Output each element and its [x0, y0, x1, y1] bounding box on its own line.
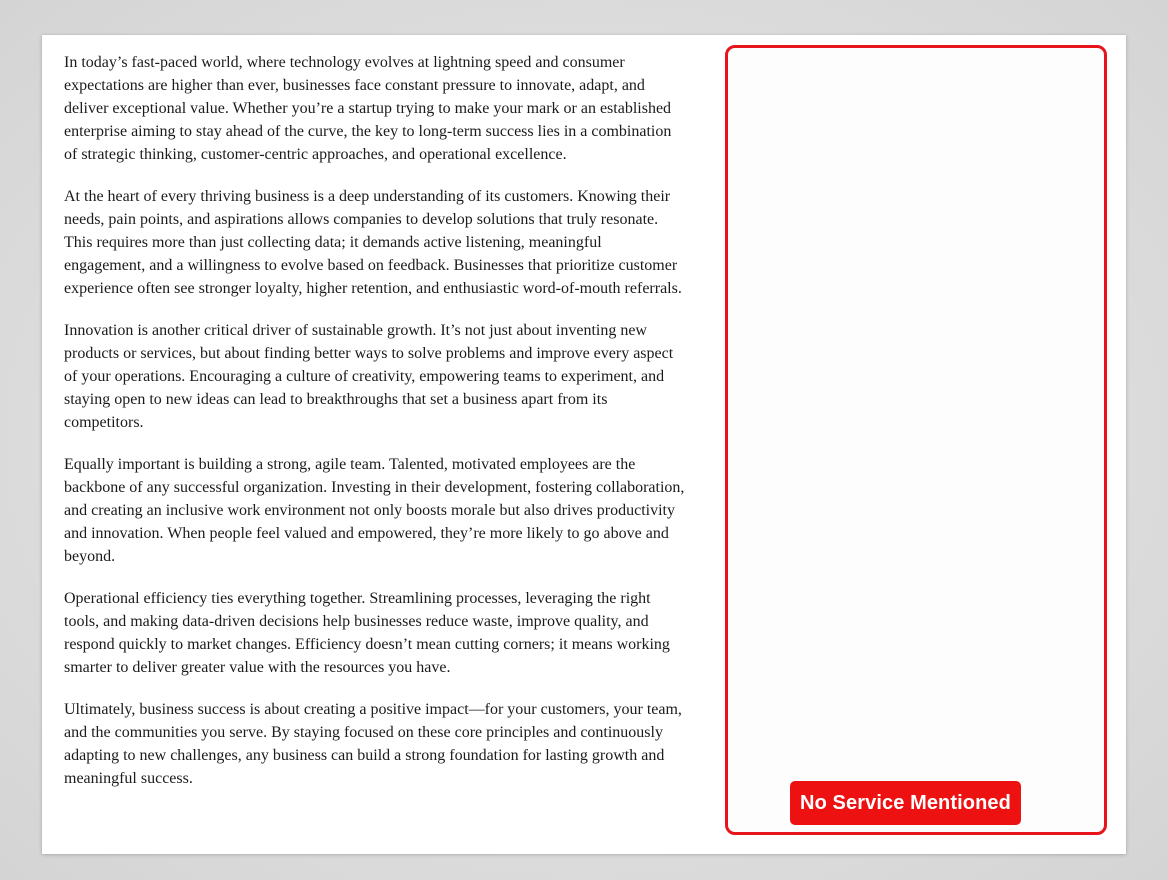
article-paragraph: Ultimately, business success is about creating a positive impact—for your customers, your team, and the communities you serve. By staying focused on these core principles and continuously adapting to new challenges, any business can build a strong foundation for lasting growth and meaningful success.: [64, 701, 682, 787]
document-sheet: [42, 35, 1126, 854]
no-service-badge: No Service Mentioned: [790, 781, 1021, 825]
article-paragraph: In today’s fast-paced world, where technology evolves at lightning speed and consumer expectations are higher than ever, businesses face constant pressure to innovate, adapt, and deliver exceptional value. Whether you’re a startup trying to make your mark or an established enterprise aiming to stay ahead of the curve, the key to long-term success lies in a combination of strategic thinking, customer-centric approaches, and operational excellence.: [64, 54, 672, 163]
service-result-panel: [725, 45, 1107, 835]
article-paragraph: Equally important is building a strong, agile team. Talented, motivated employees are the backbone of any successful organization. Investing in their development, fostering collaboration, and creating an inclusive work environment not only boosts morale but also drives productivity and innovation. When people feel valued and empowered, they’re more likely to go above and beyond.: [64, 456, 685, 565]
article-paragraph: Innovation is another critical driver of sustainable growth. It’s not just about inventing new products or services, but about finding better ways to solve problems and improve every aspect of your operations. Encouraging a culture of creativity, empowering teams to experiment, and staying open to new ideas can lead to breakthroughs that set a business apart from its competitors.: [64, 322, 674, 431]
article-paragraph: At the heart of every thriving business is a deep understanding of its customers. Knowing their needs, pain points, and aspirations allows companies to develop solutions that truly resonate. This requires more than just collecting data; it demands active listening, meaningful engagement, and a willingness to evolve based on feedback. Businesses that prioritize customer experience often see stronger loyalty, higher retention, and enthusiastic word-of-mouth referrals.: [64, 188, 682, 297]
article-paragraph: Operational efficiency ties everything together. Streamlining processes, leveraging the right tools, and making data-driven decisions help businesses reduce waste, improve quality, and respond quickly to market changes. Efficiency doesn’t mean cutting corners; it means working smarter to deliver greater value with the resources you have.: [64, 590, 670, 676]
article-body: [64, 51, 686, 809]
